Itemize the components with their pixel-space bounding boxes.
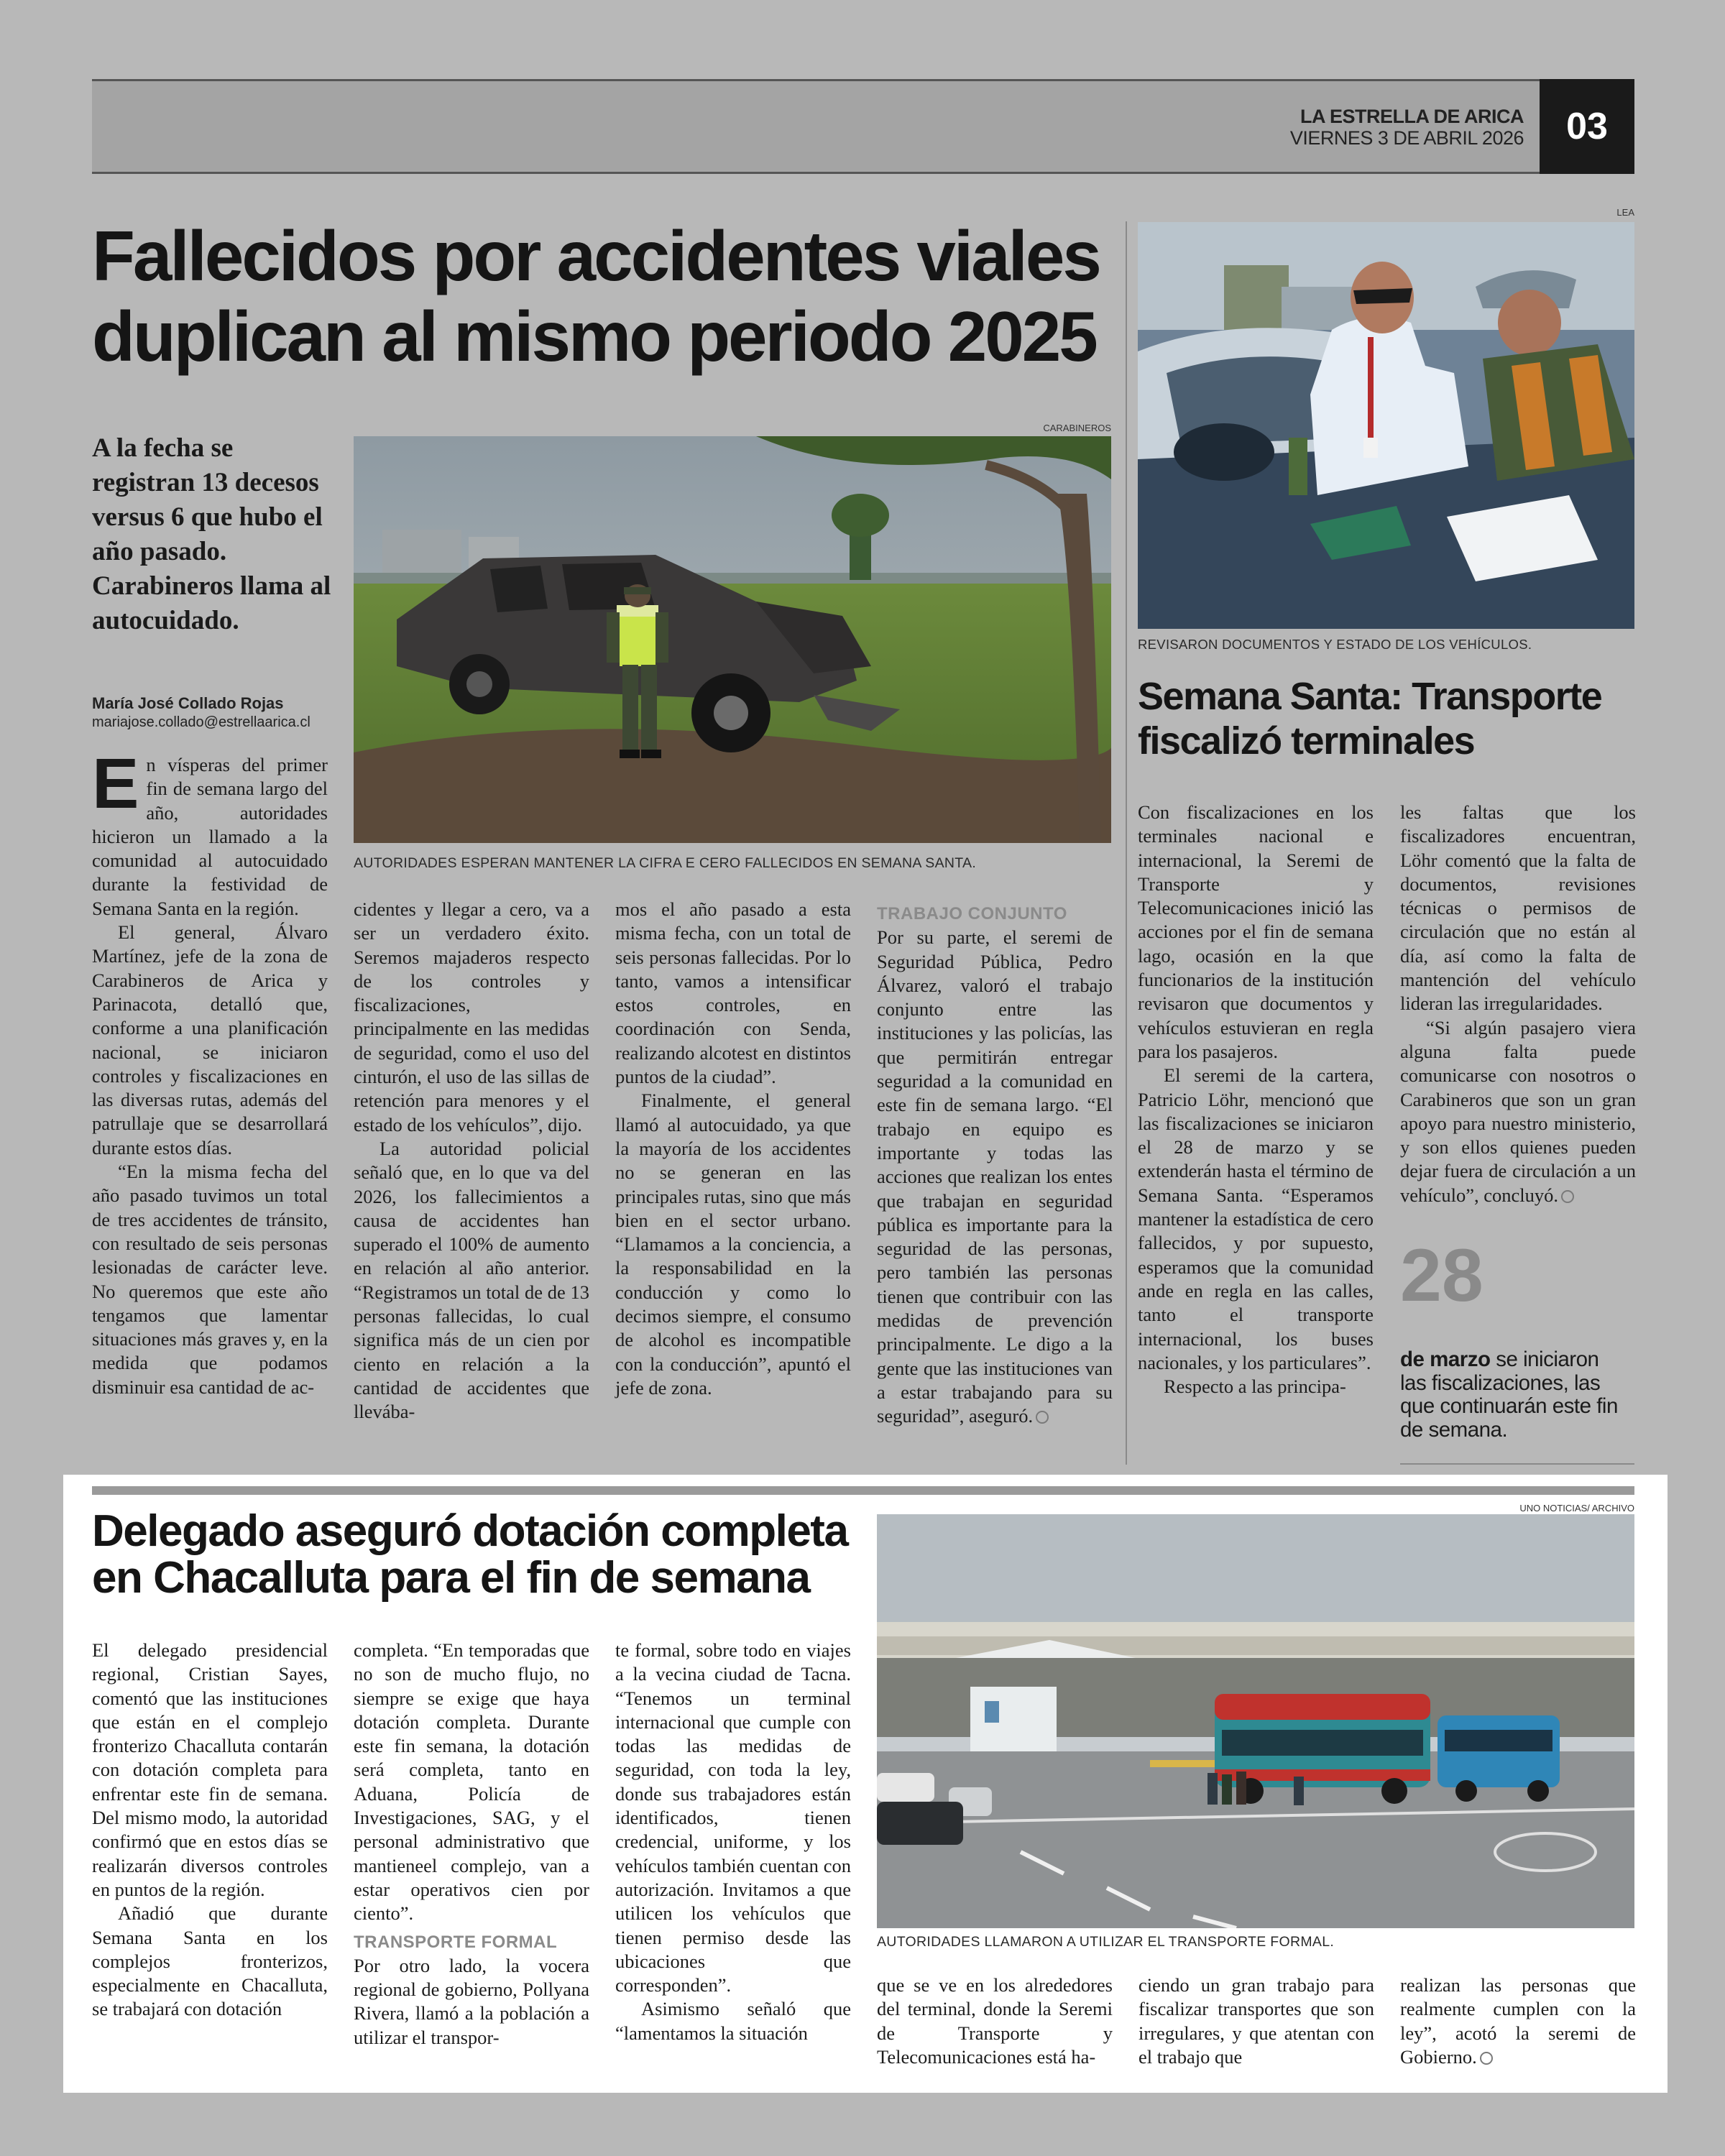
main-column-3 xyxy=(615,898,851,1400)
bottom-col2-p1: completa. “En temporadas que no son de mucho flujo, no siempre se exige que haya dotación completa. Durante este fin semana, la dotación será completa, tanto en Aduana, Policía de Investigaciones, SAG, y el personal administrativo que mantieneel complejo, van a estar operativos cien por ciento”. xyxy=(354,1639,589,1925)
crash-photo xyxy=(354,436,1111,843)
bottom-column-6 xyxy=(1400,1973,1636,2069)
crash-photo-illustration xyxy=(354,436,1111,843)
stat-text xyxy=(1400,1348,1630,1442)
publication-date: VIERNES 3 DE ABRIL 2026 xyxy=(1289,127,1524,149)
main-photo-credit: CARABINEROS xyxy=(1043,423,1111,433)
terminal-photo-illustration xyxy=(877,1514,1634,1928)
bottom-col6-p1: realizan las personas que realmente cumplen con la ley”, acotó la seremi de Gobierno. xyxy=(1400,1974,1636,2068)
main-headline-line2: duplican al mismo periodo 2025 xyxy=(92,297,1096,376)
publication-name: LA ESTRELLA DE ARICA xyxy=(1300,106,1524,127)
main-col1-p2: El general, Álvaro Martínez, jefe de la zona de Carabineros de Arica y Parinacota, detalló que, conforme a una planificación nacional, se iniciaron controles y fiscalizaciones en las diversas rutas, además del patrullaje que se desarrollará durante estos días. xyxy=(92,921,328,1158)
bottom-col3-p2: Asimismo señaló que “lamentamos la situación xyxy=(615,1998,851,2044)
author-email: mariajose.collado@estrellaarica.cl xyxy=(92,714,310,730)
main-headline xyxy=(92,216,1127,377)
main-col1-p3: “En la misma fecha del año pasado tuvimos un total de tres accidentes de tránsito, con resultado de seis personas lesionadas de carácter leve. No queremos que este año tengamos que lamentar situaciones más graves y, en la medida que podamos disminuir esa cantidad de ac- xyxy=(92,1161,328,1398)
side-col1-p3: Respecto a las principa- xyxy=(1164,1376,1346,1398)
side-column-2 xyxy=(1400,801,1636,1207)
main-photo-caption: AUTORIDADES ESPERAN MANTENER LA CIFRA E CERO FALLECIDOS EN SEMANA SANTA. xyxy=(354,855,977,871)
main-headline-line1: Fallecidos por accidentes viales xyxy=(92,216,1100,295)
inspection-photo xyxy=(1138,222,1634,629)
main-column-2 xyxy=(354,898,589,1424)
inspection-photo-illustration xyxy=(1138,222,1634,629)
main-col4-p1: Por su parte, el seremi de Seguridad Pública, Pedro Álvarez, valoró el trabajo conjunto entre las instituciones y las policías, las que permitirán entregar seguridad a la comunidad en este fin de semana largo. “El trabajo en equipo es importante y todas las acciones que realizan los entes que trabajan en seguridad pública es importante para la seguridad de las personas, pero también las personas tienen que contribuir con las medidas de prevención principalmente. Le digo a la gente que las instituciones van a estar trabajando para su seguridad”, aseguró. xyxy=(877,926,1113,1427)
bottom-col4-p1: que se ve en los alrededores del terminal, donde la Seremi de Transporte y Telecomunicaciones está ha- xyxy=(877,1974,1113,2068)
side-col2-p1: les faltas que los fiscalizadores encuentran, Löhr comentó que la falta de documentos, revisiones técnicas o permisos de circulación que no están al día, así como la falta de mantención del vehículo lideran las irregularidades. xyxy=(1400,801,1636,1015)
stat-number: 28 xyxy=(1400,1234,1484,1317)
stat-text-body: se iniciaron las fiscalizaciones, las que continuarán este fin de semana. xyxy=(1400,1348,1618,1442)
main-subhead: TRABAJO CONJUNTO xyxy=(877,904,1067,923)
stat-rule xyxy=(1400,1463,1634,1465)
main-col2-p2: La autoridad policial señaló que, en lo que va del 2026, los fallecimientos a causa de accidentes han superado el 100% de aumento en relación al año anterior. “Registramos un total de de 13 personas fallecidas, lo cual significa más de un cien por ciento en relación a la cantidad de accidentes que llevába- xyxy=(354,1137,589,1423)
side-column-1 xyxy=(1138,801,1374,1399)
bottom-column-5 xyxy=(1138,1973,1374,2069)
bottom-col1-p1: El delegado presidencial regional, Cristian Sayes, comentó que las instituciones que están en el complejo fronterizo Chacalluta contarán con dotación completa para enfrentar este fin de semana. Del mismo modo, la autoridad confirmó que en estos días se realizarán diversos controles en puntos de la región. xyxy=(92,1639,328,1900)
side-col2-p2: “Si algún pasajero viera alguna falta puede comunicarse con nosotros o Carabineros que son un gran apoyo para nuestro ministerio, y son ellos quienes pueden dejar fuera de circulación a un vehículo”, concluyó. xyxy=(1400,1016,1636,1206)
side-photo-credit: LEA xyxy=(1616,207,1634,218)
bottom-headline-line1: Delegado aseguró dotación completa xyxy=(92,1506,848,1556)
end-mark-icon xyxy=(1036,1411,1049,1424)
side-col1-p2: El seremi de la cartera, Patricio Löhr, mencionó que las fiscalizaciones se iniciaron el 28 de marzo y se extenderán hasta el término de Semana Santa. “Esperamos mantener la estadística de cero fallecidos, y por supuesto, esperamos que la comunidad ande en regla en las calles, tanto el transporte internacional, los buses nacionales, y los particulares”. xyxy=(1138,1064,1374,1373)
bottom-column-4 xyxy=(877,1973,1113,2069)
bottom-headline xyxy=(92,1508,883,1601)
bottom-photo-credit: UNO NOTICIAS/ ARCHIVO xyxy=(1519,1503,1634,1514)
side-headline-line2: fiscalizó terminales xyxy=(1138,719,1475,763)
main-col3-p1: mos el año pasado a esta misma fecha, con un total de seis personas fallecidas. Por lo tanto, vamos a intensificar estos controles, en coordinación con Senda, realizando alcotest en distintos puntos de la ciudad”. xyxy=(615,898,851,1088)
main-col1-p1: n vísperas del primer fin de semana largo del año, autoridades hicieron un llamado a la comunidad al autocuidado durante la festividad de Semana Santa en la región. xyxy=(92,754,328,919)
page-number-text: 03 xyxy=(1566,106,1608,147)
main-column-4 xyxy=(877,898,1113,1429)
page-number xyxy=(1540,79,1634,174)
side-headline-line1: Semana Santa: Transporte xyxy=(1138,675,1602,718)
bottom-photo-caption: AUTORIDADES LLAMARON A UTILIZAR EL TRANSPORTE FORMAL. xyxy=(877,1934,1335,1950)
main-col2-p1: cidentes y llegar a cero, va a ser un verdadero éxito. Seremos majaderos respecto de los controles y fiscalizaciones, principalmente en las medidas de seguridad, como el uso del cinturón, el uso de las sillas de retención para menores y el estado de los vehículos”, dijo. xyxy=(354,898,589,1135)
bottom-col3-p1: te formal, sobre todo en viajes a la vecina ciudad de Tacna. “Tenemos un terminal internacional que cumple con todas las medidas de seguridad, con toda la ley, donde sus trabajadores están identificados, tienen credencial, uniforme, y los vehículos también cuentan con autorización. Invitamos a que utilicen los vehículos que tienen permiso desde las ubicaciones que corresponden”. xyxy=(615,1639,851,1996)
bottom-end-mark-icon xyxy=(1480,2052,1493,2065)
terminal-photo xyxy=(877,1514,1634,1928)
bottom-column-1 xyxy=(92,1639,328,2022)
bottom-column-2 xyxy=(354,1639,589,2050)
stat-bold: de marzo xyxy=(1400,1348,1491,1371)
author-name: María José Collado Rojas xyxy=(92,694,284,712)
side-headline xyxy=(1138,674,1641,763)
main-deck: A la fecha se registran 13 decesos versus 6 que hubo el año pasado. Carabineros llama al autocuidado. xyxy=(92,433,331,635)
main-column-1 xyxy=(92,744,328,1399)
bottom-headline-line2: en Chacalluta para el fin de semana xyxy=(92,1553,810,1603)
side-end-mark-icon xyxy=(1561,1190,1574,1203)
bottom-subhead: TRANSPORTE FORMAL xyxy=(354,1932,558,1952)
bottom-col1-p2: Añadió que durante Semana Santa en los complejos fronterizos, especialmente en Chacalluta, se trabajará con dotación xyxy=(92,1902,328,2020)
main-col3-p2: Finalmente, el general llamó al autocuidado, ya que la mayoría de los accidentes no se generan en las principales rutas, sino que más bien en el sector urbano. “Llamamos a la conciencia, a la responsabilidad en la conducción y como lo decimos siempre, el consumo de alcohol es incompatible con la conducción”, apuntó el jefe de zona. xyxy=(615,1089,851,1399)
bottom-col5-p1: ciendo un gran trabajo para fiscalizar transportes que son irregulares, y que atentan con el trabajo que xyxy=(1138,1974,1374,2068)
bottom-col2-p2: Por otro lado, la vocera regional de gobierno, Pollyana Rivera, llamó a la población a utilizar el transpor- xyxy=(354,1954,589,2048)
dropcap: E xyxy=(92,744,139,823)
side-photo-caption: REVISARON DOCUMENTOS Y ESTADO DE LOS VEHÍCULOS. xyxy=(1138,637,1532,652)
bottom-column-3 xyxy=(615,1639,851,2045)
bottom-top-rule xyxy=(92,1486,1634,1495)
side-col1-p1: Con fiscalizaciones en los terminales nacional e internacional, la Seremi de Transporte y Telecomunicaciones inició las acciones por el fin de semana lago, ocasión en la que funcionarios de la institución revisaron que documentos y vehículos estuvieran en regla para los pasajeros. xyxy=(1138,801,1374,1062)
column-divider xyxy=(1126,221,1127,1465)
